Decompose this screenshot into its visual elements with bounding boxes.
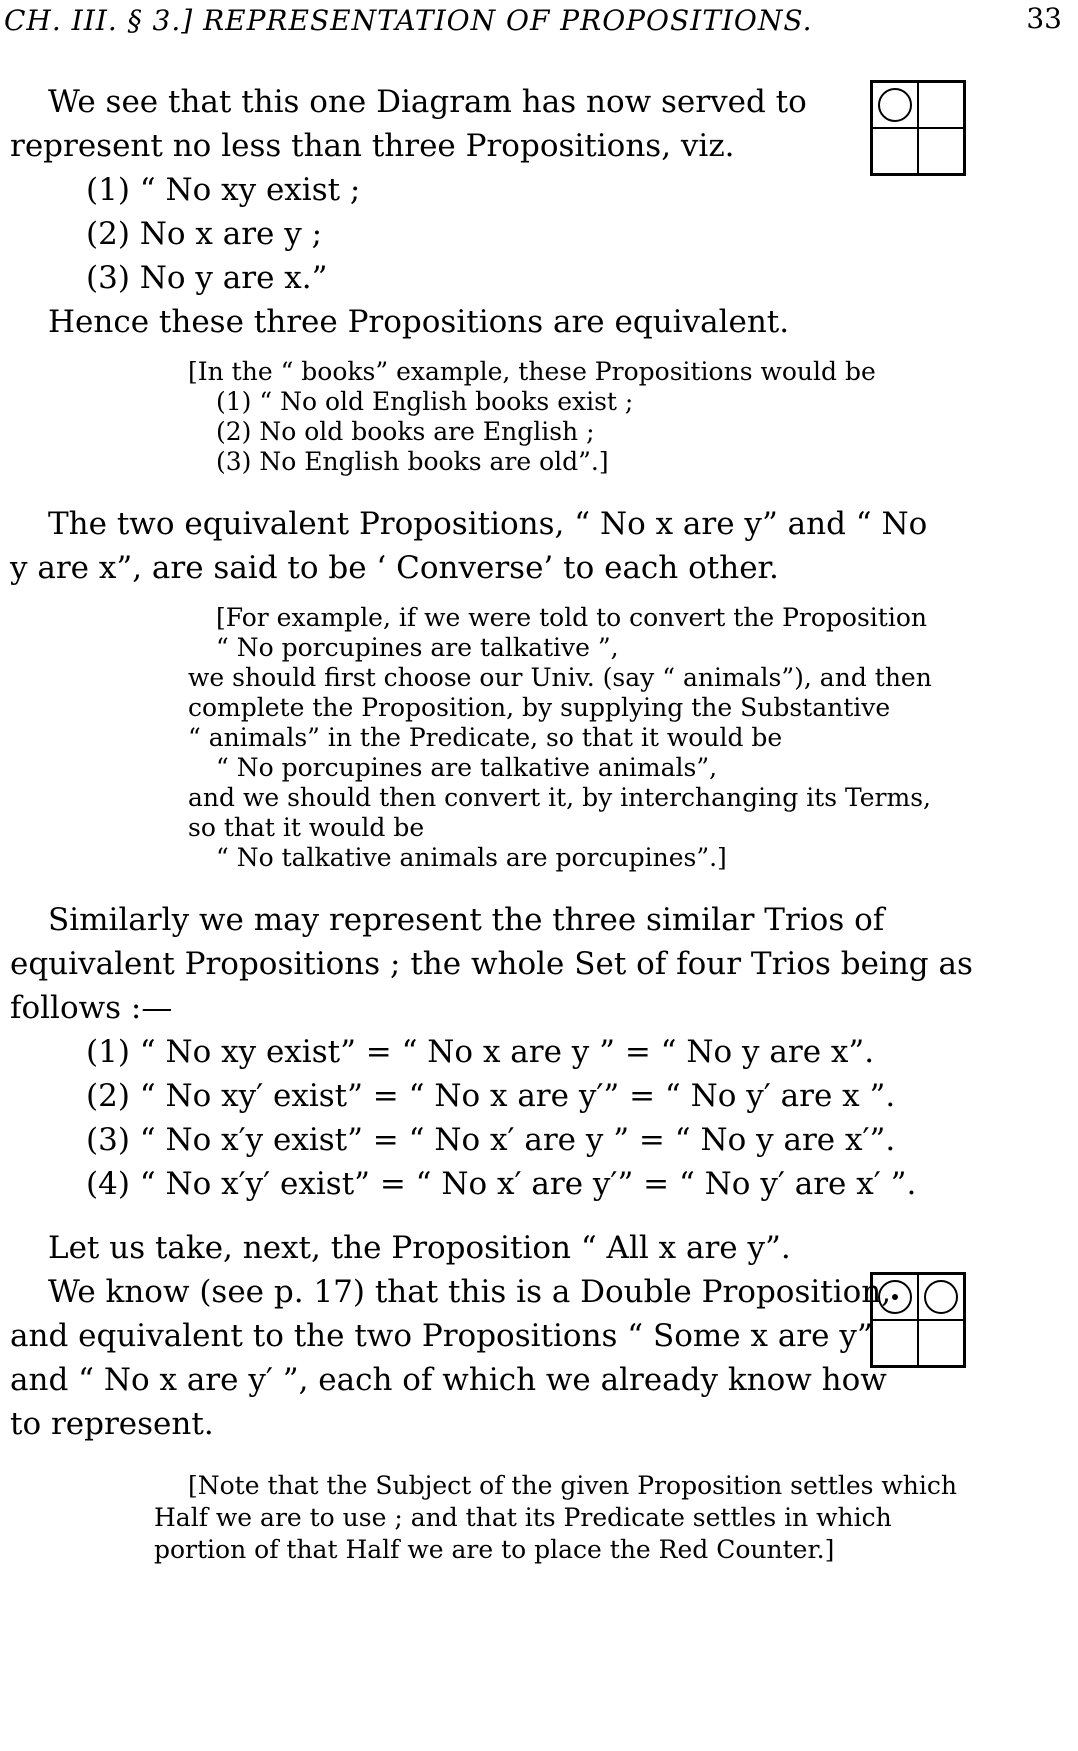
para1-line: represent no less than three Propositions, viz. [10, 128, 735, 164]
diagram-top-cell-x-prime-y-prime [918, 128, 964, 174]
note2-line: we should first choose our Univ. (say “ animals”), and then [188, 663, 932, 692]
empty-counter-icon [924, 1280, 958, 1314]
note2-line: and we should then convert it, by interchanging its Terms, [188, 783, 931, 812]
diagram-bottom-cell-xy [872, 1274, 918, 1320]
note3-line: Half we are to use ; and that its Predicate settles in which [154, 1503, 892, 1532]
para4-line: to represent. [10, 1406, 214, 1442]
note2-line: “ No talkative animals are porcupines”.] [216, 843, 727, 872]
para4-line: Let us take, next, the Proposition “ All x are y”. [48, 1230, 791, 1266]
para1-line: (2) No x are y ; [86, 216, 323, 252]
note1-line: (2) No old books are English ; [216, 417, 595, 446]
para4-line: and equivalent to the two Propositions “ Some x are y” [10, 1318, 873, 1354]
para2-line: The two equivalent Propositions, “ No x are y” and “ No [48, 506, 928, 542]
note1-line: [In the “ books” example, these Propositions would be [188, 357, 876, 386]
trio-line: (2) “ No xy′ exist” = “ No x are y′” = “ No y′ are x ”. [86, 1078, 896, 1114]
diagram-top-cell-x-prime-y [872, 128, 918, 174]
running-head: CH. III. § 3.] REPRESENTATION OF PROPOSITIONS. [4, 4, 813, 37]
red-counter-icon [878, 1280, 912, 1314]
dot-icon [892, 1294, 898, 1300]
empty-counter-icon [878, 88, 912, 122]
para1-line: Hence these three Propositions are equivalent. [48, 304, 790, 340]
note3-line: [Note that the Subject of the given Proposition settles which [188, 1471, 958, 1500]
diagram-top-cell-xy-prime [918, 82, 964, 128]
para1-line: (3) No y are x.” [86, 260, 328, 296]
trio-line: (1) “ No xy exist” = “ No x are y ” = “ No y are x”. [86, 1034, 875, 1070]
note2-line: “ No porcupines are talkative animals”, [216, 753, 718, 782]
diagram-bottom-cell-x-prime-y-prime [918, 1320, 964, 1366]
note2-line: [For example, if we were told to convert the Proposition [216, 603, 927, 632]
trio-line: (3) “ No x′y exist” = “ No x′ are y ” = “ No y are x′”. [86, 1122, 896, 1158]
note1-line: (1) “ No old English books exist ; [216, 387, 634, 416]
para3-line: follows :— [10, 990, 173, 1026]
note2-line: “ animals” in the Predicate, so that it would be [188, 723, 783, 752]
para4-line: We know (see p. 17) that this is a Double Proposition, [48, 1274, 892, 1310]
note2-line: complete the Proposition, by supplying the Substantive [188, 693, 891, 722]
diagram-top-cell-xy [872, 82, 918, 128]
note1-line: (3) No English books are old”.] [216, 447, 609, 476]
para3-line: equivalent Propositions ; the whole Set of four Trios being as [10, 946, 973, 982]
para1-line: We see that this one Diagram has now served to [48, 84, 807, 120]
note2-line: so that it would be [188, 813, 425, 842]
para1-line: (1) “ No xy exist ; [86, 172, 361, 208]
diagram-bottom [870, 1272, 966, 1368]
para3-line: Similarly we may represent the three similar Trios of [48, 902, 885, 938]
page-number: 33 [1026, 2, 1062, 35]
note3-line: portion of that Half we are to place the Red Counter.] [154, 1535, 835, 1564]
para2-line: y are x”, are said to be ‘ Converse’ to each other. [10, 550, 779, 586]
diagram-bottom-cell-xy-prime [918, 1274, 964, 1320]
diagram-top [870, 80, 966, 176]
trio-line: (4) “ No x′y′ exist” = “ No x′ are y′” = “ No y′ are x′ ”. [86, 1166, 917, 1202]
diagram-bottom-cell-x-prime-y [872, 1320, 918, 1366]
note2-line: “ No porcupines are talkative ”, [216, 633, 619, 662]
para4-line: and “ No x are y′ ”, each of which we already know how [10, 1362, 887, 1398]
